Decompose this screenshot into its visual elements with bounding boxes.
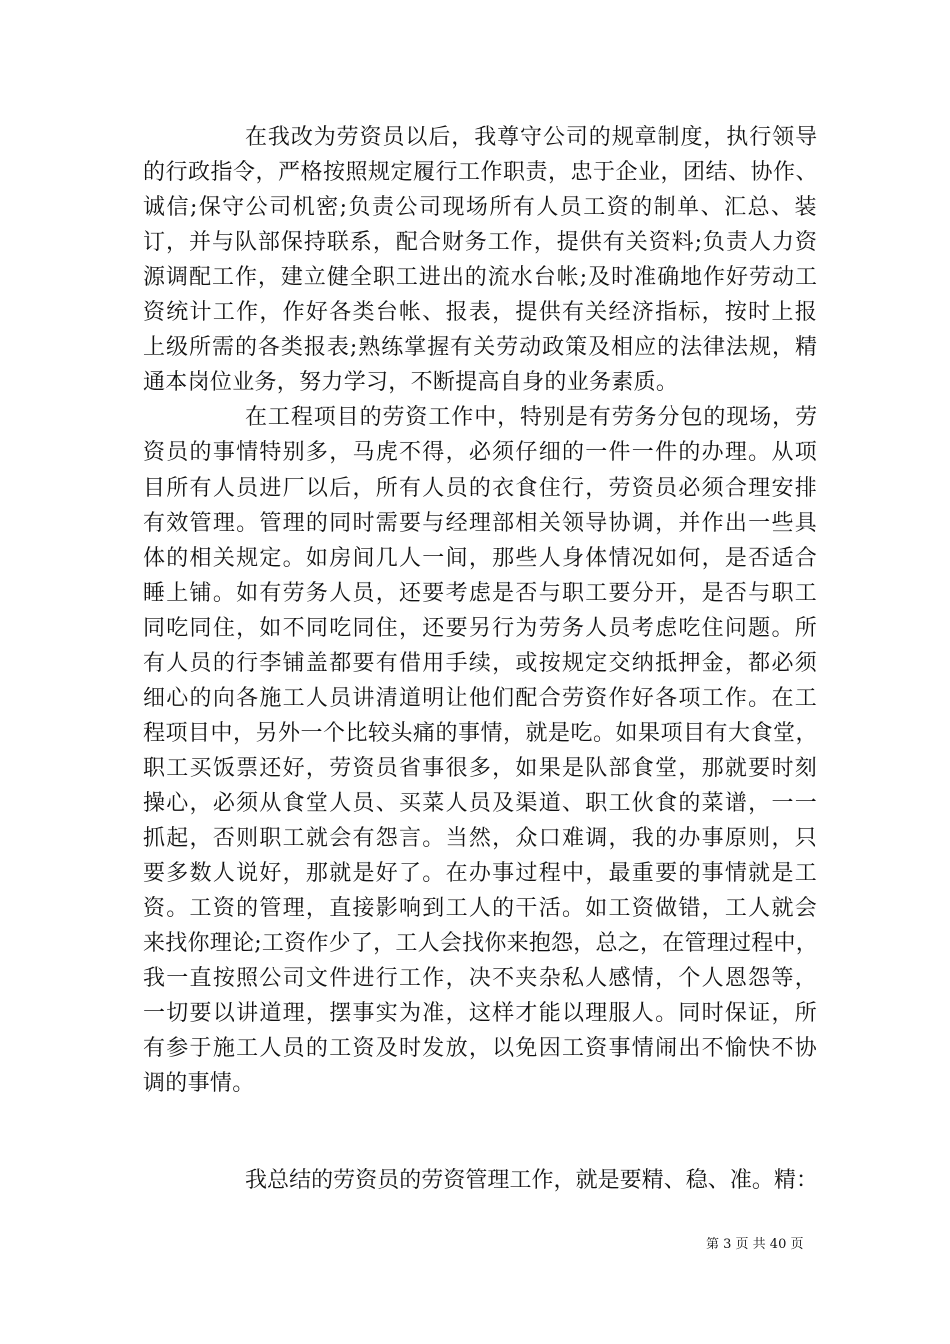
paragraph-line: 睡上铺。如有劳务人员，还要考虑是否与职工要分开，是否与职工 xyxy=(143,580,818,606)
paragraph-line: 诚信;保守公司机密;负责公司现场所有人员工资的制单、汇总、装 xyxy=(143,195,818,221)
paragraph-line: 在工程项目的劳资工作中，特别是有劳务分包的现场，劳 xyxy=(245,405,818,431)
paragraph-line: 我一直按照公司文件进行工作，决不夹杂私人感情，个人恩怨等， xyxy=(143,966,818,992)
paragraph-line: 资员的事情特别多，马虎不得，必须仔细的一件一件的办理。从项 xyxy=(143,440,818,466)
paragraph-line: 程项目中，另外一个比较头痛的事情，就是吃。如果项目有大食堂， xyxy=(143,720,818,746)
paragraph-line: 在我改为劳资员以后，我尊守公司的规章制度，执行领导 xyxy=(245,125,818,150)
paragraph-line: 我总结的劳资员的劳资管理工作，就是要精、稳、准。精： xyxy=(245,1168,818,1193)
paragraph-line: 通本岗位业务，努力学习，不断提高自身的业务素质。 xyxy=(143,370,679,396)
paragraph-line: 的行政指令，严格按照规定履行工作职责，忠于企业，团结、协作、 xyxy=(143,160,818,186)
page-number: 第 3 页 共 40 页 xyxy=(706,1237,804,1252)
paragraph-line: 源调配工作，建立健全职工进出的流水台帐;及时准确地作好劳动工 xyxy=(143,265,818,291)
paragraph-line: 来找你理论;工资作少了，工人会找你来抱怨，总之，在管理过程中， xyxy=(143,931,818,957)
paragraph-line: 目所有人员进厂以后，所有人员的衣食住行，劳资员必须合理安排 xyxy=(143,475,818,501)
paragraph-line: 有参于施工人员的工资及时发放，以免因工资事情闹出不愉快不协 xyxy=(143,1036,818,1062)
paragraph-line: 细心的向各施工人员讲清道明让他们配合劳资作好各项工作。在工 xyxy=(143,685,818,711)
paragraph-line: 资统计工作，作好各类台帐、报表，提供有关经济指标，按时上报 xyxy=(143,300,818,326)
paragraph-line: 同吃同住，如不同吃同住，还要另行为劳务人员考虑吃住问题。所 xyxy=(143,615,818,641)
paragraph-line: 调的事情。 xyxy=(143,1071,255,1097)
paragraph-line: 操心，必须从食堂人员、买菜人员及渠道、职工伙食的菜谱，一一 xyxy=(143,790,818,816)
paragraph-line: 上级所需的各类报表;熟练掌握有关劳动政策及相应的法律法规，精 xyxy=(143,335,818,361)
paragraph-line: 有人员的行李铺盖都要有借用手续，或按规定交纳抵押金，都必须 xyxy=(143,650,818,676)
paragraph-line: 职工买饭票还好，劳资员省事很多，如果是队部食堂，那就要时刻 xyxy=(143,755,818,781)
paragraph-line: 订，并与队部保持联系，配合财务工作，提供有关资料;负责人力资 xyxy=(143,230,818,256)
paragraph-line: 资。工资的管理，直接影响到工人的干活。如工资做错，工人就会 xyxy=(143,896,818,922)
paragraph-line: 抓起，否则职工就会有怨言。当然，众口难调，我的办事原则，只 xyxy=(143,826,818,851)
paragraph-line: 有效管理。管理的同时需要与经理部相关领导协调，并作出一些具 xyxy=(143,510,818,536)
paragraph-line: 要多数人说好，那就是好了。在办事过程中，最重要的事情就是工 xyxy=(143,861,818,887)
paragraph-line: 体的相关规定。如房间几人一间，那些人身体情况如何，是否适合 xyxy=(143,545,818,571)
paragraph-line: 一切要以讲道理，摆事实为准，这样才能以理服人。同时保证，所 xyxy=(143,1001,818,1027)
